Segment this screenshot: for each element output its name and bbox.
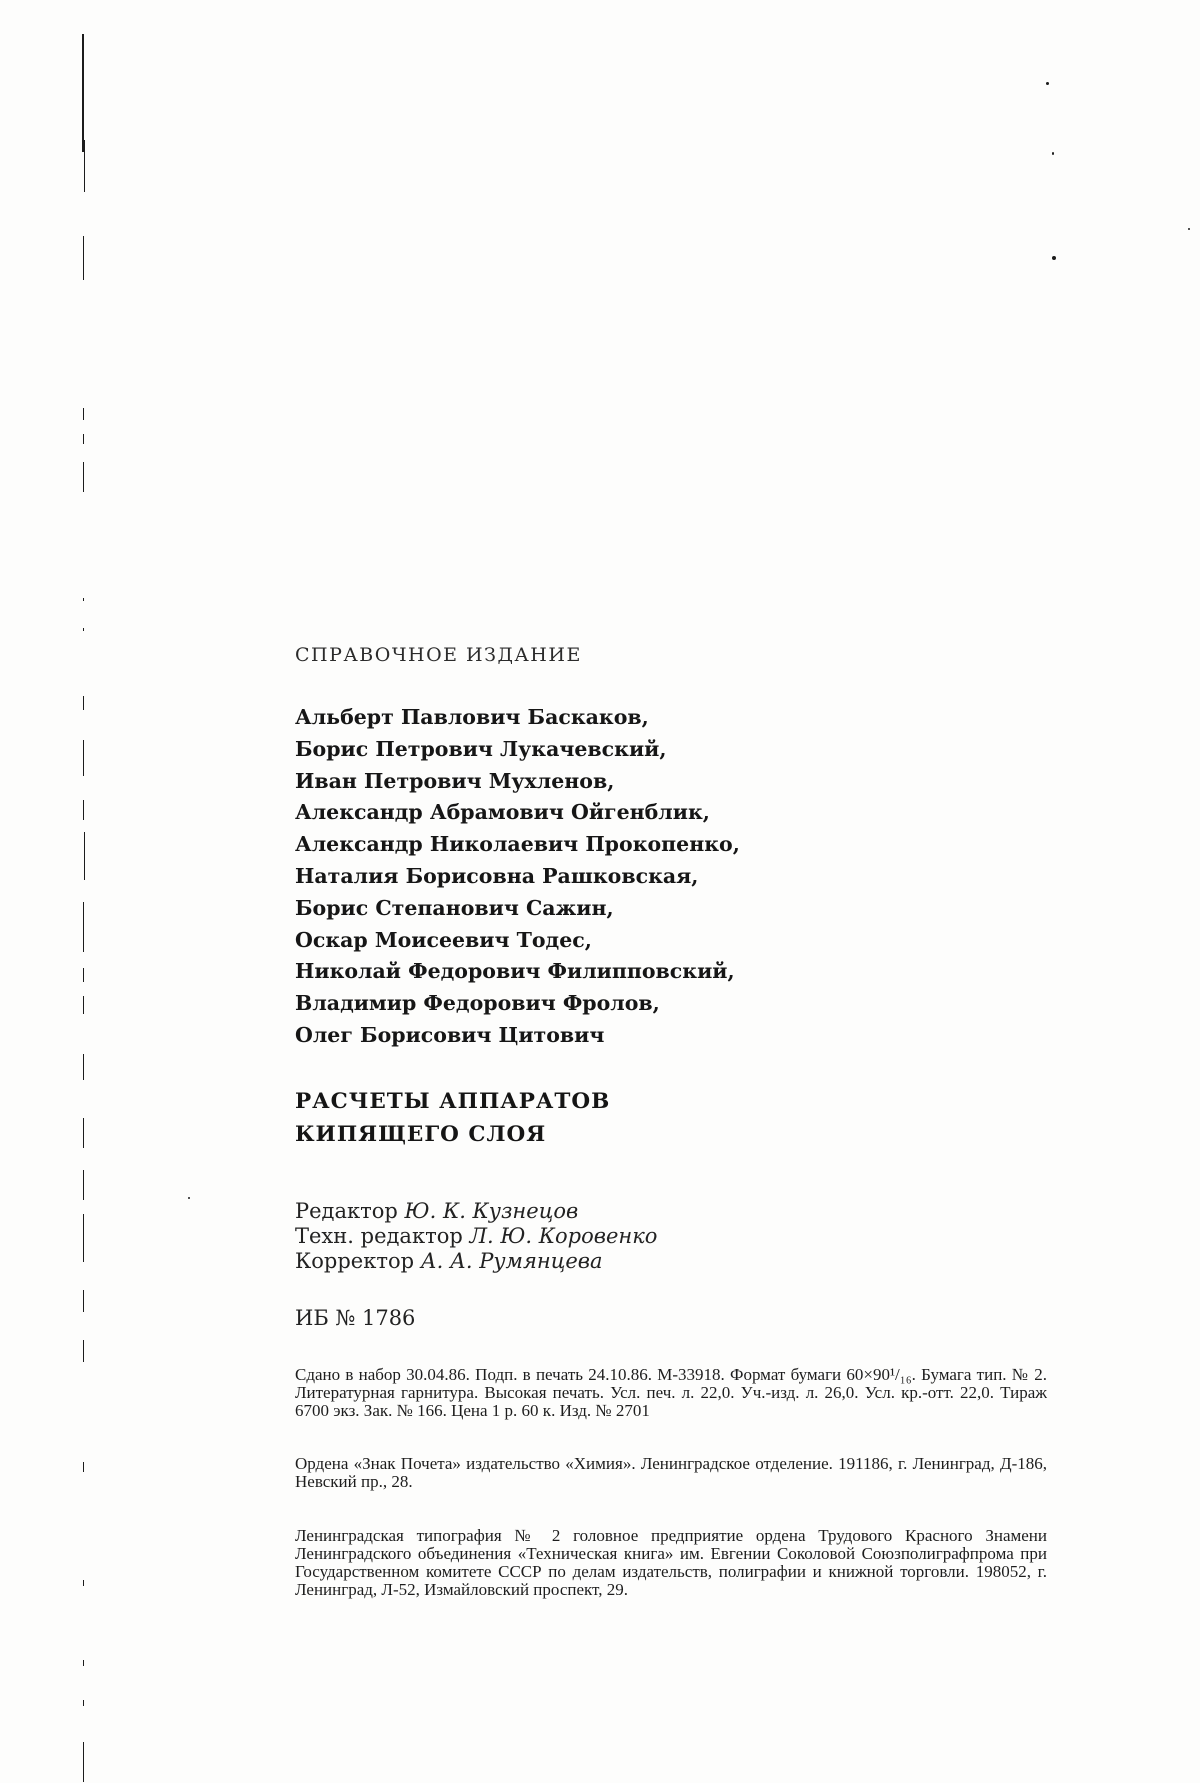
scan-gutter-dash (83, 1054, 84, 1080)
scan-speck (188, 1197, 190, 1199)
scan-gutter-dash (83, 1700, 84, 1706)
scan-gutter-dash (83, 628, 84, 631)
editor-name: Ю. К. Кузнецов (404, 1198, 579, 1223)
book-title-line-2: КИПЯЩЕГО СЛОЯ (295, 1121, 547, 1147)
author-name: Альберт Павлович Баскаков, (295, 705, 649, 729)
editor-line (295, 1199, 1055, 1224)
scan-gutter-dash (83, 696, 84, 710)
author-name: Наталия Борисовна Рашковская, (295, 863, 699, 888)
scan-gutter-dash (83, 968, 84, 982)
scan-gutter-dash (83, 902, 84, 952)
scan-gutter-dash (83, 996, 84, 1014)
scan-gutter-dash (83, 740, 84, 776)
scan-gutter-dash (83, 1118, 84, 1148)
editor-role: Редактор (295, 1198, 398, 1223)
author-name: Александр Абрамович Ойгенблик, (295, 800, 710, 825)
scan-speck (1052, 256, 1056, 260)
author-name: Владимир Федорович Фролов, (295, 991, 660, 1016)
scan-gutter-dash (83, 1462, 84, 1472)
scan-gutter-line (83, 236, 84, 280)
scan-gutter-dash (83, 1214, 84, 1262)
tech-editor-name: Л. Ю. Коровенко (469, 1223, 658, 1248)
author-name: Олег Борисович Цитович (295, 1022, 605, 1047)
proofreader-name: А. А. Румянцева (420, 1248, 603, 1273)
scan-gutter-dash (83, 598, 84, 601)
book-title (295, 1085, 1055, 1151)
scan-gutter-dash (83, 800, 84, 820)
publisher-info: Ордена «Знак Почета» издательство «Химия». Ленинградское отделение. 191186, г. Ленинград, Д-186, Невский пр., 28. (295, 1453, 1047, 1491)
authors-list (295, 702, 1055, 1052)
scan-gutter-dash (83, 1580, 84, 1586)
author-name: Борис Степанович Сажин, (295, 895, 614, 920)
proofreader-line (295, 1249, 1055, 1274)
scan-speck (1052, 152, 1054, 155)
scan-gutter-dash (83, 1340, 84, 1362)
author-name: Иван Петрович Мухленов, (295, 768, 615, 793)
scan-gutter-line (84, 140, 85, 192)
author-name: Борис Петрович Лукачевский, (295, 736, 667, 761)
colophon-text-block (295, 644, 1055, 1599)
scan-gutter-dash (84, 832, 85, 880)
proofreader-role: Корректор (295, 1248, 415, 1273)
scan-speck (1188, 228, 1190, 230)
scan-gutter-line (82, 34, 84, 152)
scan-gutter-dash (83, 1290, 84, 1312)
scan-gutter-dash (83, 408, 84, 420)
editorial-staff (295, 1199, 1055, 1274)
book-title-line-1: РАСЧЕТЫ АППАРАТОВ (295, 1088, 611, 1114)
scan-gutter-dash (83, 434, 84, 444)
print-imprint: Сдано в набор 30.04.86. Подп. в печать 24.10.86. М-33918. Формат бумаги 60×90¹/₁₆. Бумага тип. № 2. Литературная гарнитура. Высокая печать. Усл. печ. л. 22,0. Уч.-изд. л. 26,0. Усл. кр.-отт. 22,0. Тираж 6700 экз. Зак. № 166. Цена 1 р. 60 к. Изд. № 2701 (295, 1364, 1047, 1420)
tech-editor-role: Техн. редактор (295, 1223, 463, 1248)
scan-gutter-dash (83, 1660, 84, 1666)
author-name: Оскар Моисеевич Тодес, (295, 927, 592, 952)
printer-info: Ленинградская типография № 2 головное предприятие ордена Трудового Красного Знамени Ленинградского объединения «Техническая книга» им. Евгении Соколовой Союзполиграфпрома при Государственном комитете СССР по делам издательств, полиграфии и книжной торговли. 198052, г. Ленинград, Л-52, Измайловский проспект, 29. (295, 1525, 1047, 1599)
scan-gutter-dash (83, 1742, 84, 1782)
series-label: СПРАВОЧНОЕ ИЗДАНИЕ (295, 644, 582, 666)
author-name: Николай Федорович Филипповский, (295, 959, 735, 984)
scan-speck (1046, 82, 1049, 85)
tech-editor-line (295, 1224, 1055, 1249)
scan-gutter-dash (83, 462, 84, 492)
ib-number: ИБ № 1786 (295, 1305, 416, 1330)
scan-gutter-dash (83, 1170, 84, 1200)
author-name: Александр Николаевич Прокопенко, (295, 832, 740, 857)
